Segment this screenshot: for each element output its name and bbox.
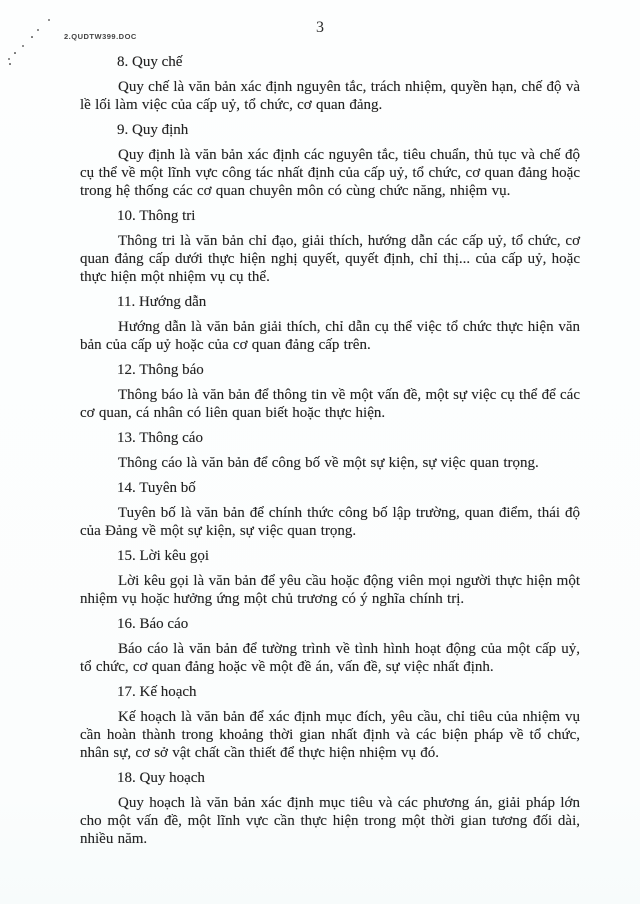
section-tuyen-bo (80, 479, 580, 540)
section-heading: 17. Kế hoạch (117, 684, 197, 700)
section-paragraph: Lời kêu gọi là văn bản để yêu cầu hoặc động viên mọi người thực hiện một nhiệm vụ hoặc hưởng ứng một chủ trương có ý nghĩa chính trị. (80, 573, 580, 607)
page-number: 3 (316, 19, 324, 36)
section-heading: 9. Quy định (117, 122, 189, 138)
section-ke-hoach (80, 683, 580, 762)
section-paragraph: Kế hoạch là văn bản để xác định mục đích, yêu cầu, chỉ tiêu của nhiệm vụ cần hoàn thành trong khoảng thời gian nhất định và các biện pháp về tổ chức, nhân sự, cơ sở vật chất cần thiết để thực hiện nhiệm vụ đó. (80, 709, 580, 761)
section-paragraph: Thông tri là văn bản chỉ đạo, giải thích, hướng dẫn các cấp uỷ, tổ chức, cơ quan đảng cấp dưới thực hiện nghị quyết, quyết định, chỉ thị... của cấp uỷ, hoặc thực hiện một nhiệm vụ cụ thể. (80, 233, 580, 285)
scan-speckle (31, 36, 33, 38)
scan-speckle (22, 45, 24, 47)
section-heading: 14. Tuyên bố (117, 480, 196, 496)
section-heading: 15. Lời kêu gọi (117, 548, 210, 564)
scan-speckle (14, 52, 16, 54)
section-paragraph: Quy chế là văn bản xác định nguyên tắc, trách nhiệm, quyền hạn, chế độ và lề lối làm việc của cấp uỷ, tổ chức, cơ quan đảng. (80, 79, 580, 113)
scan-speckle (9, 63, 11, 65)
section-paragraph: Thông báo là văn bản để thông tin về một vấn đề, một sự việc cụ thể để các cơ quan, cá nhân có liên quan biết hoặc thực hiện. (80, 387, 580, 421)
section-heading: 10. Thông tri (117, 208, 196, 224)
section-heading: 13. Thông cáo (117, 430, 203, 446)
section-paragraph: Tuyên bố là văn bản để chính thức công bố lập trường, quan điểm, thái độ của Đảng về một sự kiện, sự việc quan trọng. (80, 505, 580, 539)
document-body (80, 46, 580, 848)
scan-speckle (48, 19, 50, 21)
file-reference: 2.QUDTW399.DOC (64, 32, 137, 41)
section-heading: 18. Quy hoạch (117, 770, 205, 786)
section-thong-tri (80, 207, 580, 286)
section-quy-che (80, 53, 580, 114)
section-quy-hoach (80, 769, 580, 848)
section-quy-dinh (80, 121, 580, 200)
section-heading: 11. Hướng dẫn (117, 294, 207, 310)
section-heading: 16. Báo cáo (117, 616, 189, 632)
section-paragraph: Thông cáo là văn bản để công bố về một sự kiện, sự việc quan trọng. (118, 455, 539, 471)
section-paragraph: Quy định là văn bản xác định các nguyên tắc, tiêu chuẩn, thủ tục và chế độ cụ thể về một lĩnh vực công tác nhất định của cấp uỷ, tổ chức, cơ quan đảng hoặc trong hệ thống các cơ quan chuyên môn có cùng chức năng, nhiệm vụ. (80, 147, 580, 199)
section-loi-keu-goi (80, 547, 580, 608)
section-paragraph: Hướng dẫn là văn bản giải thích, chỉ dẫn cụ thể việc tổ chức thực hiện văn bản của cấp uỷ hoặc của cơ quan đảng cấp trên. (80, 319, 580, 353)
section-heading: 8. Quy chế (117, 54, 183, 70)
section-heading: 12. Thông báo (117, 362, 204, 378)
section-bao-cao (80, 615, 580, 676)
section-huong-dan (80, 293, 580, 354)
section-thong-cao (80, 429, 580, 472)
section-thong-bao (80, 361, 580, 422)
section-paragraph: Quy hoạch là văn bản xác định mục tiêu và các phương án, giải pháp lớn cho một vấn đề, một lĩnh vực cần thực hiện trong một thời gian tương đối dài, nhiều năm. (80, 795, 580, 847)
section-paragraph: Báo cáo là văn bản để tường trình về tình hình hoạt động của một cấp uỷ, tổ chức, cơ quan đảng hoặc về một đề án, vấn đề, sự việc nhất định. (80, 641, 580, 675)
scan-speckle (8, 58, 10, 60)
scan-speckle (37, 29, 39, 31)
